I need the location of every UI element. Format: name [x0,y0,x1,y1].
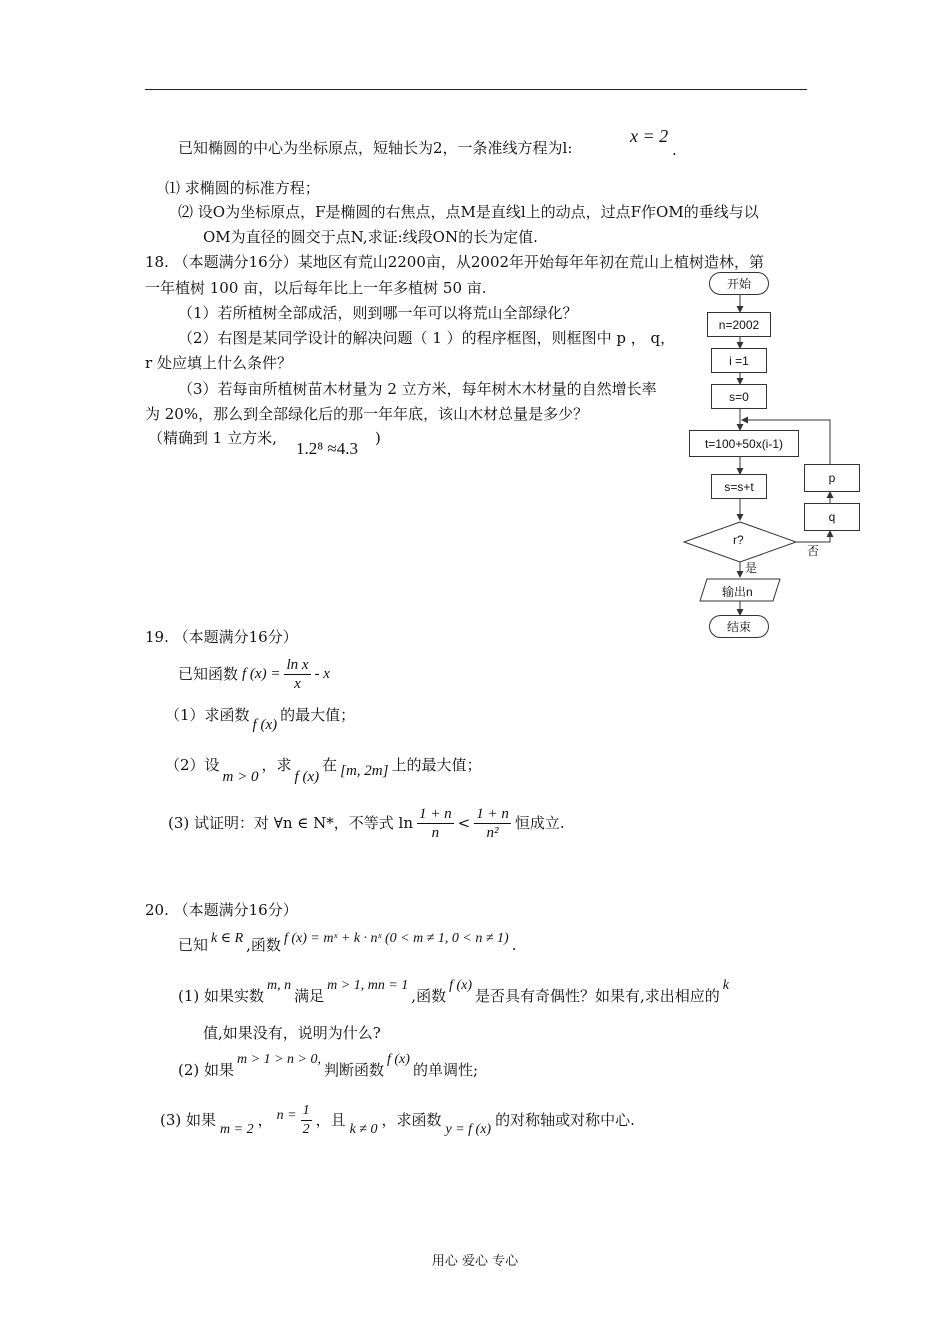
q20-p3-and: ，且 [315,1111,346,1129]
flowchart-end: 结束 [709,615,769,638]
page-footer: 用心 爱心 专心 [431,1254,519,1269]
q18-part3: （3）若每亩所植树苗木材量为 2 立方米，每年树木木材量的自然增长率 [178,380,657,398]
q20-p1-post: 是否具有奇偶性？如果有,求出相应的 [475,987,720,1005]
q19-p3-num2: 1 + n [476,805,509,822]
flowchart-q-box: q [804,503,860,531]
q19-fn-prefix: 已知函数 [178,665,239,683]
q19-p2-mid: ，求 [261,756,292,774]
flowchart-output: 输出n [722,585,753,599]
q20-given-mid: ,函数 [246,936,281,954]
q19-p2-f: f (x) [294,769,320,785]
q19-p3-frac2 [474,805,511,842]
q20-given-end: . [511,936,517,954]
flowchart-no: 否 [807,544,820,558]
q19-fx: f (x) = [242,666,281,682]
q20-p3-m: m = 2 [220,1122,254,1137]
q19-p2-post: 上的最大值； [391,756,482,774]
q20-p3-half [301,1102,312,1139]
q18-close: ) [375,429,381,447]
q19-p3-frac1 [417,805,454,842]
q20-given [178,931,517,955]
header-rule [145,89,807,90]
q20-p1-mid: 满足 [294,987,325,1005]
flowchart-s-init: s=0 [711,384,767,409]
q19-frac-num: ln x [286,656,309,673]
q17-part2-line1: ⑵ 设O为坐标原点，F是椭圆的右焦点，点M是直线l上的动点，过点F作OM的垂线与以 [178,203,759,221]
q19-fn-tail: - x [314,666,330,682]
q19-p3-num1: 1 + n [419,805,452,822]
q19-p3-prefix: (3) 试证明：对 ∀n ∈ N*，不等式 ln [168,814,413,832]
q19-p2-in: 在 [322,756,338,774]
q20-p2-mid: 判断函数 [323,1061,384,1079]
q19-part3 [168,800,565,846]
q19-p3-den1: n [431,824,440,841]
q19-p3-post: 恒成立. [514,814,565,832]
q20-p1-mid2: ,函数 [411,987,447,1005]
q20-p3-y: y = f (x) [445,1122,492,1137]
q20-p3-comma1: ， [257,1111,273,1129]
flowchart-s-update: s=s+t [711,474,767,499]
q20-part1-cont: 值,如果没有，说明为什么? [203,1024,381,1042]
q20-p1-f: f (x) [449,978,473,993]
flowchart-start: 开始 [709,272,769,295]
q20-given-prefix: 已知 [178,936,209,954]
q19-p1-prefix: （1）求函数 [165,706,250,724]
q20-p1-mn: m, n [267,978,292,993]
flowchart-p-box: p [804,464,860,492]
q18-line2: 一年植树 100 亩，以后每年比上一年多植树 50 亩. [145,279,487,297]
q17-equation: x = 2 [630,126,669,146]
q20-p3-n: n = [276,1108,297,1123]
q20-p3-prefix: (3) 如果 [160,1111,217,1129]
flowchart-t-assign: t=100+50x(i-1) [689,430,799,457]
q20-p2-f: f (x) [387,1052,410,1067]
q20-p2-prefix: (2) 如果 [178,1061,235,1079]
q19-heading: 19. （本题满分16分） [145,628,298,646]
q20-p1-prefix: (1) 如果实数 [178,987,265,1005]
q19-frac-den: x [294,675,301,692]
q20-p3-half-num: 1 [301,1102,312,1121]
flowchart-n-init: n=2002 [707,312,771,337]
q19-part1 [165,705,356,733]
q19-p1-post: 的最大值； [280,706,356,724]
q18-part2: （2）右图是某同学设计的解决问题（ 1 ）的程序框图，则框图中 p ， q， [178,329,676,347]
q20-p2-post: 的单调性; [412,1061,478,1079]
q20-part1 [178,978,730,1006]
q20-part3 [160,1098,635,1142]
q20-heading: 20. （本题满分16分） [145,901,298,919]
q20-p3-post: 的对称轴或对称中心. [495,1111,635,1129]
q20-p3-mid: ，求函数 [381,1111,442,1129]
q18-part2-cont: r 处应填上什么条件？ [145,354,292,372]
flowchart-condition: r? [733,533,744,547]
q20-k-in-R: k ∈ R [211,931,244,946]
q19-p3-den2: n² [486,824,499,841]
q18-part3-cont: 为 20%，那么到全部绿化后的那一年年底，该山木材总量是多少？ [145,405,589,423]
q20-p1-k: k [722,978,730,993]
q17-part1: ⑴ 求椭圆的标准方程； [165,179,320,197]
q17-dot: . [672,141,677,159]
q19-p2-prefix: （2）设 [165,756,220,774]
flowchart-yes: 是 [745,561,758,575]
q19-p2-m: m > 0 [222,769,259,785]
flowchart-i-init: i =1 [711,348,767,373]
q18-line1: 18. （本题满分16分）某地区有荒山2200亩，从2002年开始每年年初在荒山上植树造林，第 [145,253,765,271]
q20-p1-condition: m > 1, mn = 1 [327,978,409,993]
q18-approx: 1.2⁸ ≈4.3 [296,439,359,458]
q17-part2-line2: OM为直径的圆交于点N,求证:线段ON的长为定值. [203,228,538,246]
q18-precision: （精确到 1 立方米, [148,429,277,447]
q20-part2 [178,1052,478,1080]
q19-function [178,652,330,696]
q20-p3-half-den: 2 [302,1121,310,1137]
q20-function-def: f (x) = mˣ + k · nˣ (0 < m ≠ 1, 0 < n ≠ 1) [283,931,509,946]
q17-intro: 已知椭圆的中心为坐标原点，短轴长为2，一条准线方程为l: [178,139,573,157]
q19-part2 [165,755,482,785]
q19-p1-f: f (x) [252,717,278,733]
q19-p3-lt: < [457,814,471,832]
q20-p2-condition: m > 1 > n > 0, [237,1052,321,1067]
q19-fraction [284,656,310,693]
q20-p3-k: k ≠ 0 [349,1122,378,1137]
q19-p2-interval: [m, 2m] [340,763,389,779]
q18-part1: （1）若所植树全部成活，则到哪一年可以将荒山全部绿化？ [178,304,578,322]
